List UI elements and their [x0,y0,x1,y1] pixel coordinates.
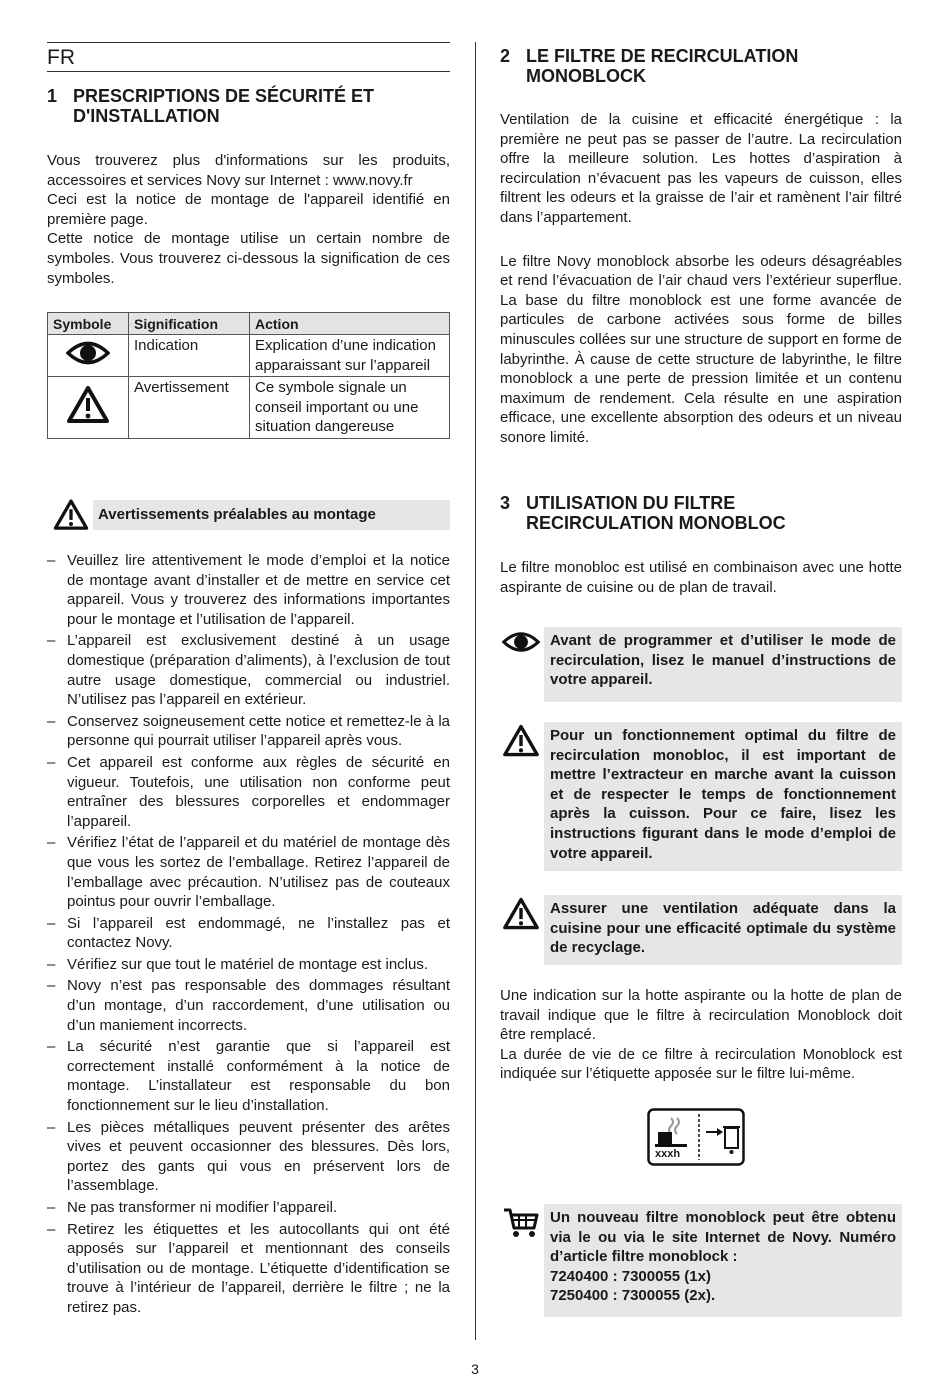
action-cell: Ce symbole signale un conseil important ou une situation dangereuse [250,377,450,439]
note-text: Avant de programmer et d’utiliser le mode de recirculation, lisez le manuel d’instructions de votre appareil. [544,627,902,702]
column-divider [475,42,476,1340]
section-title: LE FILTRE DE RECIRCULATION [526,46,799,66]
list-item: – Vérifiez l’état de l’appareil et du matériel de montage dès que vous les sortez de l’emballage. Retirez l’appareil de l’emballage avec précaution. N’utilisez pas de couteaux pointus pour ouvrir l’emballage. [47,833,450,911]
language-header [47,42,450,72]
section-3-heading [500,493,902,533]
section-2-body [500,110,902,448]
section-number: 2 [500,46,511,66]
note-eye [500,627,902,702]
section-1-heading [47,86,450,126]
intro-paragraph: Ceci est la notice de montage de l'appareil identifié en première page. [47,191,450,228]
body-paragraph: Le filtre Novy monoblock absorbe les odeurs désagréables et rend l’évacuation de l’air chaud vers l’extérieur superflue. La base du filtre monoblock est une forme avancée de particules de carbone activées sous forme de billes minuscules collées sur une structure de support en forme de labyrinthe. À cause de cette structure de labyrinthe, le filtre monoblock a une perte de pression limitée et un contenu maximum de rendement. Cela résulte en une aspiration efficace, une excellente absorption des odeurs et un niveau sonore limité. [500,252,902,446]
section-number: 1 [47,86,58,106]
list-item: – Veuillez lire attentivement le mode d’emploi et la notice de montage avant d’installer et de mettre en service cet appareil. Vous y trouverez des informations importantes pour le montage et l’utilisation de l’appareil. [47,551,450,629]
list-item: – Novy n’est pas responsable des dommages résultant d’un montage, d’un raccordement, d’une utilisation ou d’un maniement incorrects. [47,976,450,1035]
warning-icon [53,498,89,532]
column-header: Signification [129,313,250,335]
warning-icon [502,897,540,931]
table-row [48,335,450,377]
table-row [48,377,450,439]
filter-replace-label-icon [647,1108,745,1166]
action-cell: Explication d’une indication apparaissant sur l’appareil [250,335,450,377]
order-text: Un nouveau filtre monoblock peut être obtenu via le ou via le site Internet de Novy. Numéro d’article filtre monoblock : [550,1209,896,1266]
article-number: 7240400 : 7300055 (1x) [550,1267,711,1285]
list-item: – Les pièces métalliques peuvent présenter des arêtes vives et peuvent occasionner des blessures. Dès lors, portez des gants qui vous en préservent lors de l’assemblage. [47,1118,450,1196]
section-title: UTILISATION DU FILTRE [526,493,736,513]
body-paragraph: Ventilation de la cuisine et efficacité énergétique : la première ne peut pas se passer de l’autre. La recirculation offre la meilleure solution. Les hottes d’aspiration à recirculation n’évacuent pas les vapeurs de cuisson, elles filtrent les odeurs et la graisse de l’air et ramènent l’air filtré dans l’appartement. [500,111,902,226]
section-3-body [500,986,902,1084]
section-3-intro [500,558,902,597]
symbols-table [47,312,450,439]
list-item: – Retirez les étiquettes et les autocollants qui ont été apposés sur l’appareil et mentionnant des conseils d’utilisation ou de montage. L’étiquette d’identification se trouve à l’intérieur de l’appareil, derrière le filtre ; ne la retirez pas. [47,1220,450,1318]
intro-paragraph: Cette notice de montage utilise un certain nombre de symboles. Vous trouverez ci-dessous la signification de ces symboles. [47,230,450,287]
body-paragraph: La durée de vie de ce filtre à recirculation Monoblock est indiquée sur l’étiquette apposée sur le filtre lui-même. [500,1045,902,1083]
list-item: – Vérifiez sur que tout le matériel de montage est inclus. [47,955,450,975]
note-text [544,1204,902,1317]
shopping-cart-icon [502,1206,540,1240]
section-title: PRESCRIPTIONS DE SÉCURITÉ ET [73,86,375,106]
section-title-line2: D'INSTALLATION [73,106,220,126]
column-header: Symbole [48,313,129,335]
warning-icon [66,385,110,425]
meaning-cell: Avertissement [129,377,250,439]
symbol-cell [48,377,129,439]
list-item: – Cet appareil est conforme aux règles de sécurité en vigueur. Toutefois, une utilisation non conforme peut entraîner des blessures corporelles et endommager l’appareil. [47,753,450,831]
list-item: – Ne pas transformer ni modifier l’appareil. [47,1198,450,1218]
page-number: 3 [471,1361,479,1377]
note-text: Pour un fonctionnement optimal du filtre de recirculation monobloc, il est important de mettre l’extracteur en marche avant la cuisson et de respecter le temps de fonctionnement après la cuisson. Pour ce faire, lisez les instructions figurant dans le mode d’emploi de votre appareil. [544,722,902,871]
table-header-row [48,313,450,335]
section-title-line2: RECIRCULATION MONOBLOC [526,513,786,533]
section-number: 3 [500,493,511,513]
language-code: FR [47,46,75,69]
note-text: Assurer une ventilation adéquate dans la cuisine pour une efficacité optimale du système de recyclage. [544,895,902,965]
body-paragraph: Le filtre monobloc est utilisé en combinaison avec une hotte aspirante de cuisine ou de plan de travail. [500,559,902,596]
note-warning [500,722,902,871]
column-header: Action [250,313,450,335]
list-item: – L’appareil est exclusivement destiné à un usage domestique (préparation d’aliments), à l’exclusion de tout autre usage domestique, commercial ou industriel. N’utilisez pas l’appareil en extérieur. [47,631,450,709]
list-item: – Si l’appareil est endommagé, ne l’installez pas et contactez Novy. [47,914,450,953]
meaning-cell: Indication [129,335,250,377]
eye-icon [502,629,540,655]
intro-paragraph: Vous trouverez plus d'informations sur les produits, accessoires et services Novy sur Internet : www.novy.fr [47,152,450,189]
warnings-list [47,551,450,1320]
section-2-heading [500,46,902,86]
symbol-cell [48,335,129,377]
section-title-line2: MONOBLOCK [526,66,646,86]
warning-icon [502,724,540,758]
warnings-heading [47,498,450,534]
article-number: 7250400 : 7300055 (2x). [550,1287,716,1305]
section-1-intro [47,151,450,288]
eye-icon [66,338,110,368]
note-order [500,1204,902,1317]
list-item: – La sécurité n’est garantie que si l’appareil est correctement installé conformément à la notice de montage. L’installateur est responsable du bon fonctionnement sur le lieu d’installation. [47,1037,450,1115]
body-paragraph: Une indication sur la hotte aspirante ou la hotte de plan de travail indique que le filtre à recirculation Monoblock doit être remplacé. [500,987,902,1044]
list-item: – Conservez soigneusement cette notice et remettez-le à la personne qui pourrait utiliser l’appareil après vous. [47,712,450,751]
lifetime-label-text: xxxh [655,1148,681,1160]
warnings-heading-text: Avertissements préalables au montage [93,500,450,530]
note-warning [500,895,902,965]
